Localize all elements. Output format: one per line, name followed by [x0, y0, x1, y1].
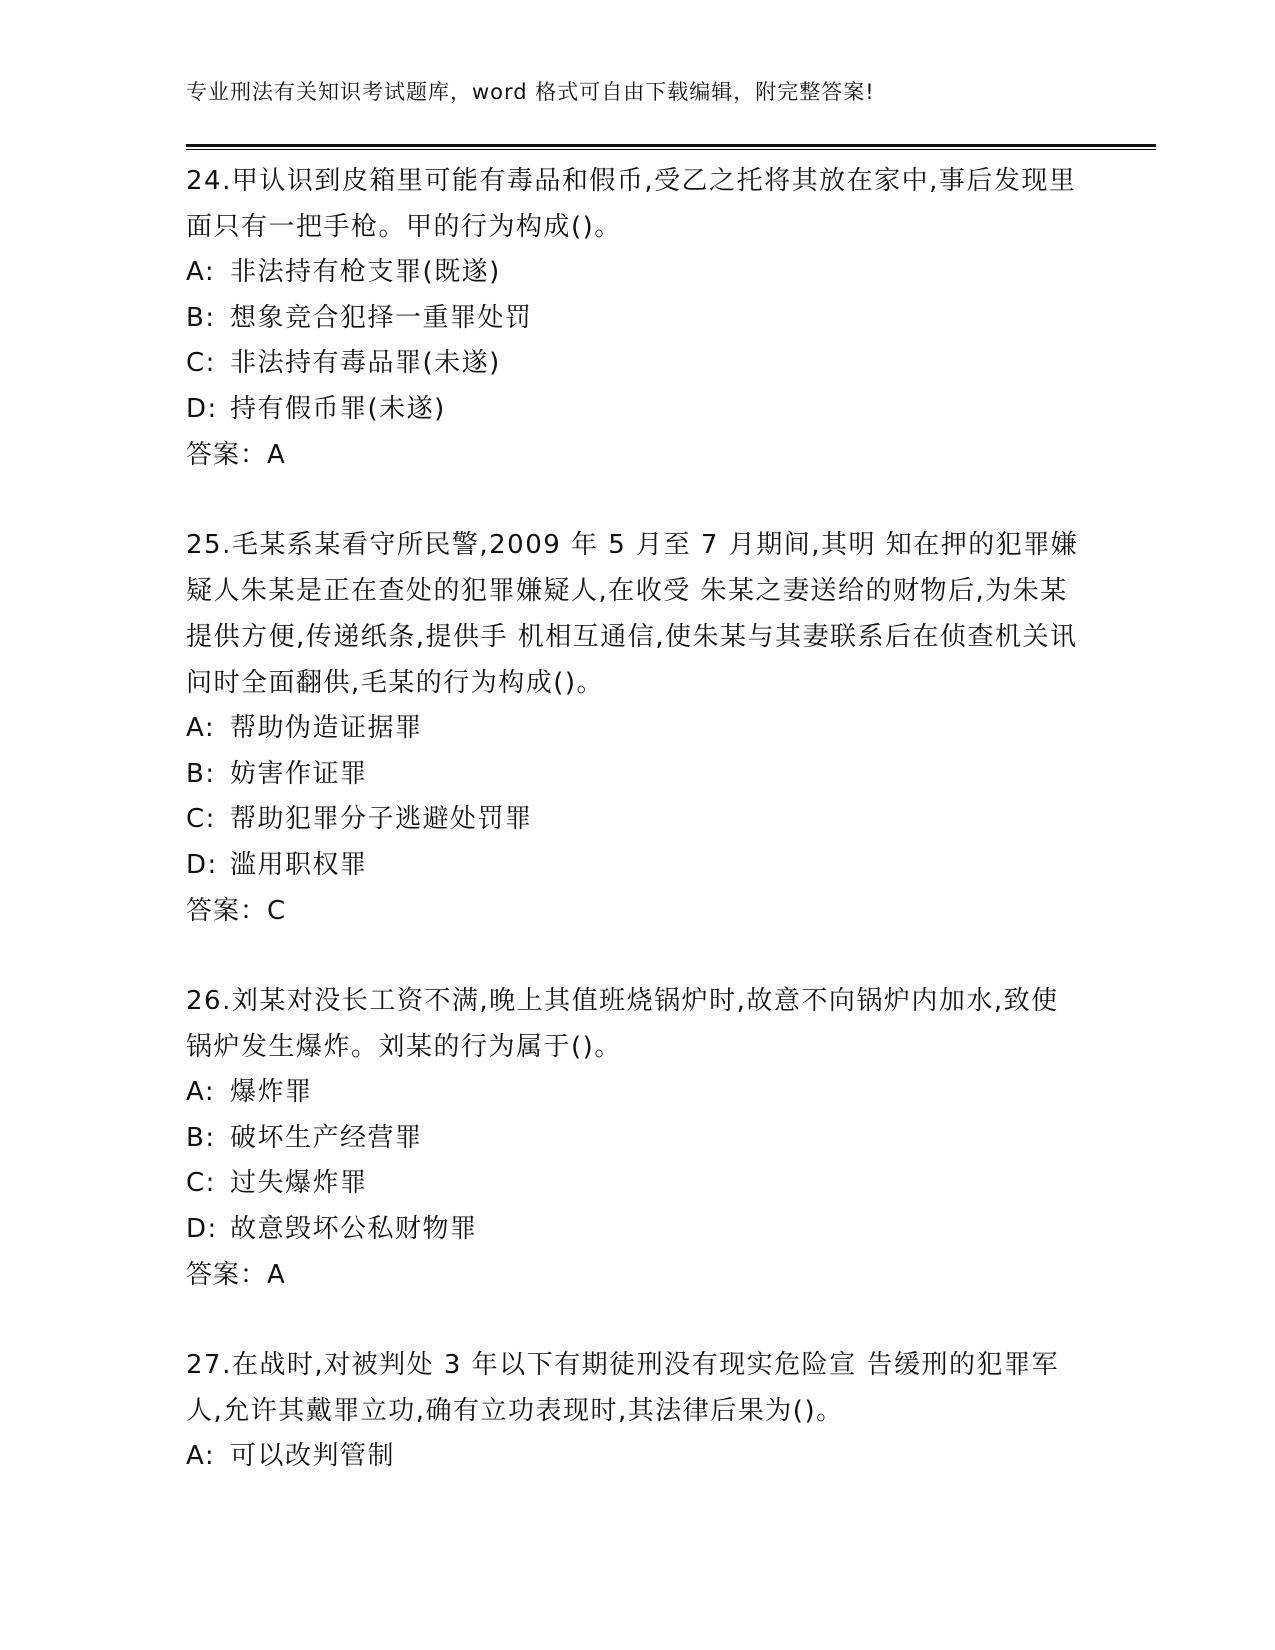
answer-label: 答案：	[186, 440, 268, 470]
page-header: 专业刑法有关知识考试题库，word 格式可自由下载编辑，附完整答案!	[186, 80, 875, 104]
option-a	[186, 1434, 1086, 1480]
header-divider	[186, 144, 1156, 150]
answer-label: 答案：	[186, 896, 268, 926]
answer-line	[186, 888, 1086, 934]
option-label: C:	[186, 348, 216, 378]
answer-value: A	[267, 440, 286, 470]
option-text: 帮助犯罪分子逃避处罚罪	[230, 804, 533, 834]
option-b	[186, 752, 1086, 798]
option-c	[186, 341, 1086, 387]
option-label: A:	[186, 1077, 216, 1107]
option-c	[186, 1161, 1086, 1207]
answer-line	[186, 432, 1086, 478]
option-text: 帮助伪造证据罪	[230, 713, 423, 743]
option-text: 可以改判管制	[230, 1441, 396, 1471]
option-a	[186, 706, 1086, 752]
option-text: 爆炸罪	[230, 1077, 313, 1107]
answer-value: A	[267, 1260, 286, 1290]
question-list	[186, 158, 1086, 1524]
option-label: A:	[186, 713, 216, 743]
option-label: C:	[186, 804, 216, 834]
question-stem: 26.刘某对没长工资不满,晚上其值班烧锅炉时,故意不向锅炉内加水,致使锅炉发生爆炸。刘某的行为属于()。	[186, 986, 1059, 1062]
option-label: D:	[186, 393, 218, 424]
option-label: C:	[186, 1168, 216, 1198]
option-text: 妨害作证罪	[230, 758, 368, 789]
option-label: B:	[186, 758, 216, 789]
answer-label: 答案：	[186, 1260, 268, 1290]
option-b	[186, 296, 1086, 342]
question-25	[186, 522, 1086, 934]
option-text: 非法持有毒品罪(未遂)	[230, 348, 501, 378]
option-label: B:	[186, 302, 216, 333]
answer-value: C	[267, 896, 287, 926]
option-text: 破坏生产经营罪	[230, 1122, 423, 1153]
option-d	[186, 1207, 1086, 1253]
option-c	[186, 797, 1086, 843]
option-label: A:	[186, 257, 216, 287]
question-stem: 27.在战时,对被判处 3 年以下有期徒刑没有现实危险宣 告缓刑的犯罪军人,允许其戴罪立功,确有立功表现时,其法律后果为()。	[186, 1350, 1059, 1426]
question-24	[186, 158, 1086, 478]
option-a	[186, 250, 1086, 296]
answer-line	[186, 1252, 1086, 1298]
option-d	[186, 843, 1086, 889]
option-text: 滥用职权罪	[230, 849, 368, 880]
option-label: D:	[186, 849, 218, 880]
option-text: 非法持有枪支罪(既遂)	[230, 257, 501, 287]
option-text: 故意毁坏公私财物罪	[230, 1213, 478, 1244]
option-b	[186, 1116, 1086, 1162]
option-text: 持有假币罪(未遂)	[230, 393, 446, 424]
option-d	[186, 387, 1086, 433]
question-27	[186, 1342, 1086, 1480]
option-a	[186, 1070, 1086, 1116]
question-stem: 24.甲认识到皮箱里可能有毒品和假币,受乙之托将其放在家中,事后发现里面只有一把手枪。甲的行为构成()。	[186, 166, 1077, 242]
option-label: B:	[186, 1122, 216, 1153]
option-label: A:	[186, 1441, 216, 1471]
question-26	[186, 978, 1086, 1298]
option-label: D:	[186, 1213, 218, 1244]
question-stem: 25.毛某系某看守所民警,2009 年 5 月至 7 月期间,其明 知在押的犯罪嫌疑人朱某是正在查处的犯罪嫌疑人,在收受 朱某之妻送给的财物后,为朱某提供方便,传递纸条,提供手 机相互通信,使朱某与其妻联系后在侦查机关讯问时全面翻供,毛某的行为构成()。	[186, 530, 1079, 698]
option-text: 过失爆炸罪	[230, 1168, 368, 1198]
option-text: 想象竞合犯择一重罪处罚	[230, 302, 533, 333]
